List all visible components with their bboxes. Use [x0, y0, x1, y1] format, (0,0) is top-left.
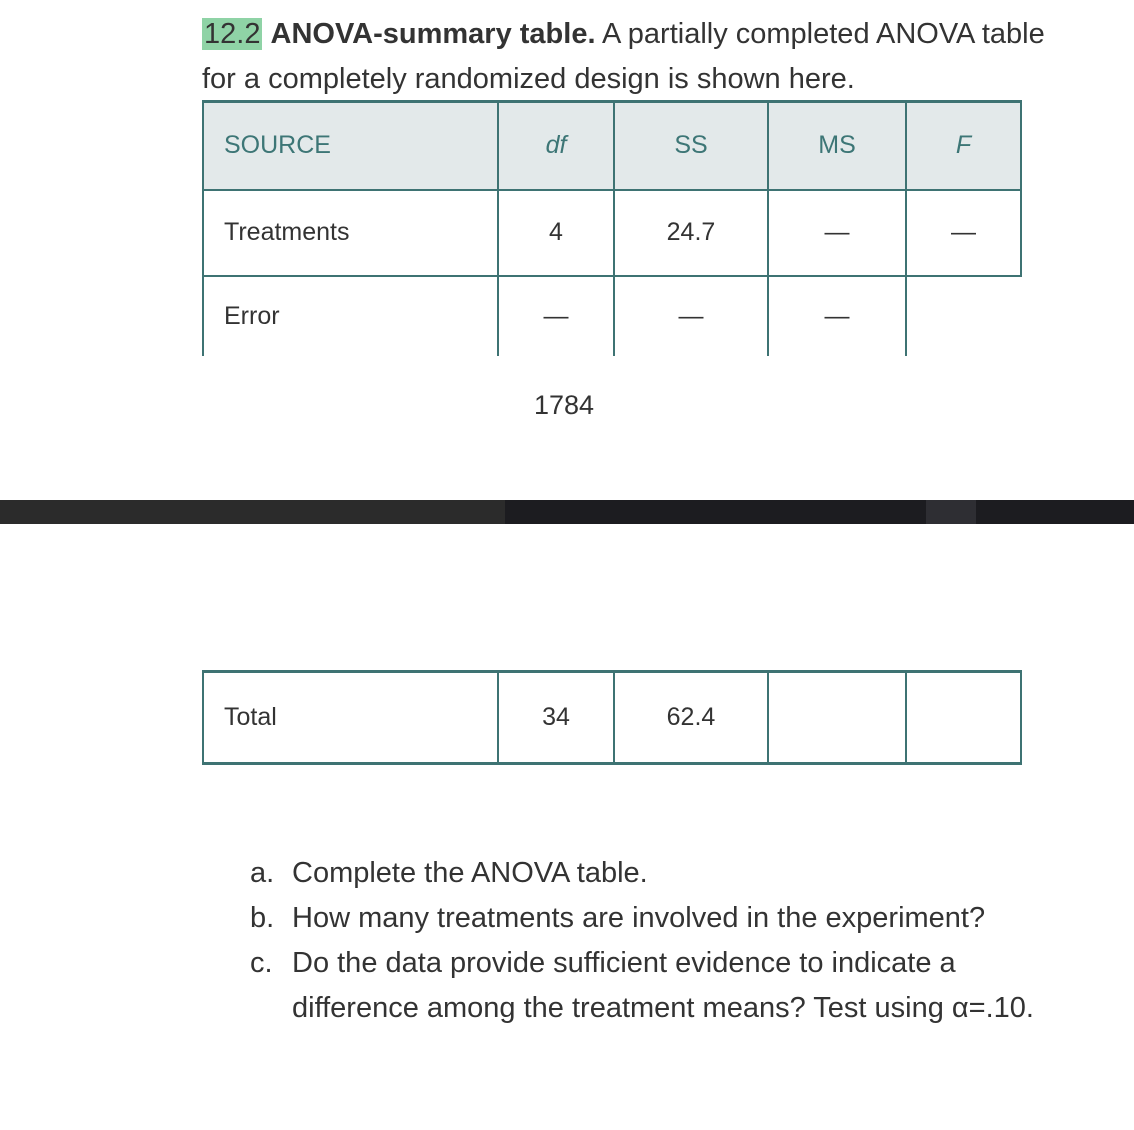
treatments-ss: 24.7	[614, 190, 768, 276]
question-text: Complete the ANOVA table.	[292, 857, 648, 889]
total-ms	[768, 672, 906, 764]
dark-separator-bar	[0, 500, 1134, 524]
treatments-f: —	[906, 190, 1021, 276]
header-ms: MS	[768, 102, 906, 190]
error-ss: —	[614, 276, 768, 356]
header-source: SOURCE	[203, 102, 498, 190]
table-row-error	[203, 276, 1021, 356]
total-f	[906, 672, 1021, 764]
dark-bar-segment	[926, 500, 976, 524]
question-marker: c.	[250, 947, 273, 979]
total-df: 34	[498, 672, 614, 764]
stray-value: 1784	[534, 390, 595, 420]
question-item	[250, 896, 1050, 941]
error-ms: —	[768, 276, 906, 356]
error-source: Error	[203, 276, 498, 356]
question-text: How many treatments are involved in the experiment?	[292, 902, 986, 934]
question-marker: a.	[250, 857, 275, 889]
total-source: Total	[203, 672, 498, 764]
question-text: Do the data provide sufficient evidence to indicate a difference among the treatment means? Test using α=.10.	[292, 947, 1034, 1024]
header-f: F	[906, 102, 1021, 190]
treatments-source: Treatments	[203, 190, 498, 276]
table-header-row	[203, 102, 1021, 190]
table-row-treatments	[203, 190, 1021, 276]
header-ss: SS	[614, 102, 768, 190]
header-df: df	[498, 102, 614, 190]
treatments-df: 4	[498, 190, 614, 276]
dark-bar-segment	[0, 500, 505, 524]
problem-intro	[202, 12, 1062, 102]
question-list	[250, 851, 1050, 1031]
problem-description: A partially completed ANOVA table for a completely randomized design is shown here.	[202, 18, 1045, 95]
question-marker: b.	[250, 902, 275, 934]
anova-table-top	[202, 100, 1022, 356]
error-df: —	[498, 276, 614, 356]
problem-title: ANOVA-summary table.	[270, 18, 596, 50]
error-f	[906, 276, 1021, 356]
problem-number: 12.2	[204, 18, 261, 50]
question-item	[250, 851, 1050, 896]
total-ss: 62.4	[614, 672, 768, 764]
table-row-total	[203, 672, 1021, 764]
question-item	[250, 941, 1050, 1031]
treatments-ms: —	[768, 190, 906, 276]
anova-table-bottom	[202, 670, 1022, 765]
